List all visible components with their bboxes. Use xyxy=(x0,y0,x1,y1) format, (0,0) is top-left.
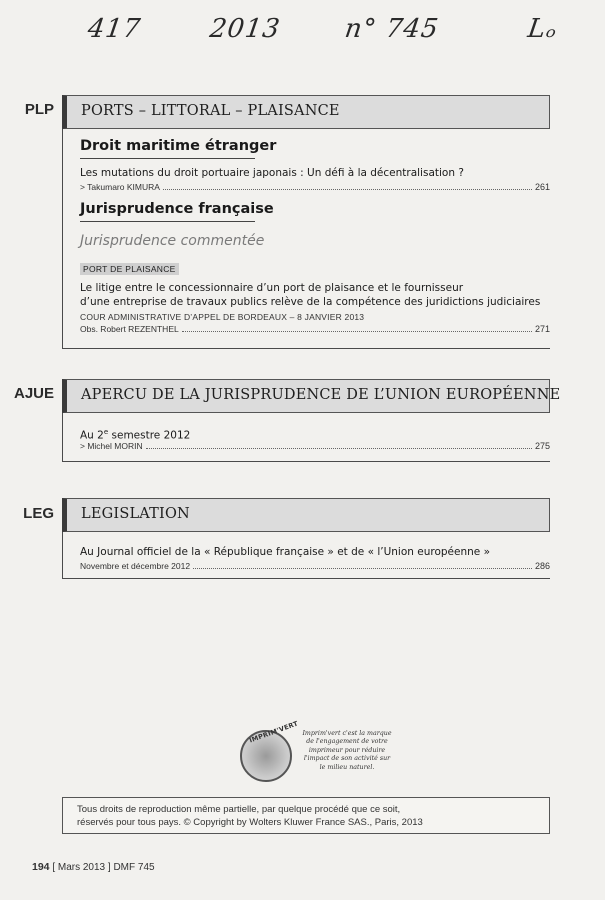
leader-dots xyxy=(146,448,532,449)
leader-dots xyxy=(193,568,532,569)
section-bar-ajue xyxy=(62,379,561,413)
frame-line-leg xyxy=(62,532,63,578)
dates-legislation: Novembre et décembre 2012 xyxy=(80,561,191,571)
semestre-suffix: semestre 2012 xyxy=(108,429,191,442)
page-number-271: 271 xyxy=(534,324,550,334)
article-title-plaisance-1: Le litige entre le concessionnaire d’un port de plaisance et le fournisseur xyxy=(80,282,464,294)
handwritten-note-year: 2013 xyxy=(207,14,283,44)
section-tag-plp: PLP xyxy=(24,101,54,118)
frame-bottom-leg xyxy=(62,578,550,579)
toc-entry-morin xyxy=(80,440,550,451)
copyright-line-1: Tous droits de reproduction même partielle, par quelque procédé que ce soit, xyxy=(77,804,401,815)
toc-entry-kimura xyxy=(80,181,550,192)
article-title-journal-officiel: Au Journal officiel de la « République française » et de « l’Union européenne » xyxy=(80,546,491,558)
article-title-plaisance-2: d’une entreprise de travaux publics relève de la compétence des juridictions judiciaires xyxy=(80,296,541,308)
heading-droit-maritime: Droit maritime étranger xyxy=(80,138,277,154)
section-tag-ajue: AJUE xyxy=(13,385,54,402)
leader-dots xyxy=(182,331,532,332)
semestre-sup: e xyxy=(103,428,109,436)
handwritten-note-issue: n° 745 xyxy=(342,14,441,44)
subheading-jurisprudence-commentee: Jurisprudence commentée xyxy=(80,233,265,249)
heading-underline xyxy=(80,158,255,159)
section-title-plp: PORTS – LITTORAL – PLAISANCE xyxy=(81,103,340,119)
copyright-box xyxy=(62,797,550,834)
copyright-line-2: réservés pour tous pays. © Copyright by Wolters Kluwer France SAS., Paris, 2013 xyxy=(77,817,423,828)
frame-bottom-ajue xyxy=(62,461,550,462)
page-number-261: 261 xyxy=(534,182,550,192)
page-footer xyxy=(32,861,155,873)
toc-entry-rezenthel xyxy=(80,323,550,334)
leader-dots xyxy=(163,189,532,190)
imprim-vert-logo xyxy=(240,719,392,786)
section-tag-leg: LEG xyxy=(23,505,54,522)
author-rezenthel: Obs. Robert REZENTHEL xyxy=(80,324,179,334)
section-title-ajue: APERCU DE LA JURISPRUDENCE DE L’UNION EUROPÉENNE xyxy=(81,387,561,403)
toc-entry-legislation xyxy=(80,560,550,571)
page-number-286: 286 xyxy=(534,561,550,571)
author-morin: > Michel MORIN xyxy=(80,441,143,451)
frame-line-ajue xyxy=(62,413,63,461)
frame-line-plp xyxy=(62,129,63,349)
page-number-275: 275 xyxy=(534,441,550,451)
semestre-prefix: Au 2 xyxy=(80,429,104,442)
section-title-leg: LEGISLATION xyxy=(81,506,190,522)
author-kimura: > Takumaro KIMURA xyxy=(80,182,160,192)
footer-page-number: 194 xyxy=(32,861,50,873)
handwritten-note-mark: Lₒ xyxy=(525,14,560,44)
eco-logo-text: Imprim'vert c'est la marque de l'engagement de votre imprimeur pour réduire l'impact de son activité sur le milieu naturel. xyxy=(302,730,392,771)
frame-bottom-plp xyxy=(62,348,550,349)
handwritten-note-number: 417 xyxy=(85,14,143,44)
eco-logo-label: IMPRIM'VERT xyxy=(248,719,300,745)
court-reference: COUR ADMINISTRATIVE D’APPEL DE BORDEAUX – 8 JANVIER 2013 xyxy=(80,312,365,322)
article-title-japon: Les mutations du droit portuaire japonais : Un défi à la décentralisation ? xyxy=(80,167,464,179)
footer-issue: [ Mars 2013 ] DMF 745 xyxy=(52,862,155,873)
category-badge: PORT DE PLAISANCE xyxy=(80,263,179,275)
heading-jurisprudence-francaise: Jurisprudence française xyxy=(80,201,274,217)
heading-underline xyxy=(80,221,255,222)
section-bar-plp xyxy=(62,95,550,129)
section-bar-leg xyxy=(62,498,550,532)
